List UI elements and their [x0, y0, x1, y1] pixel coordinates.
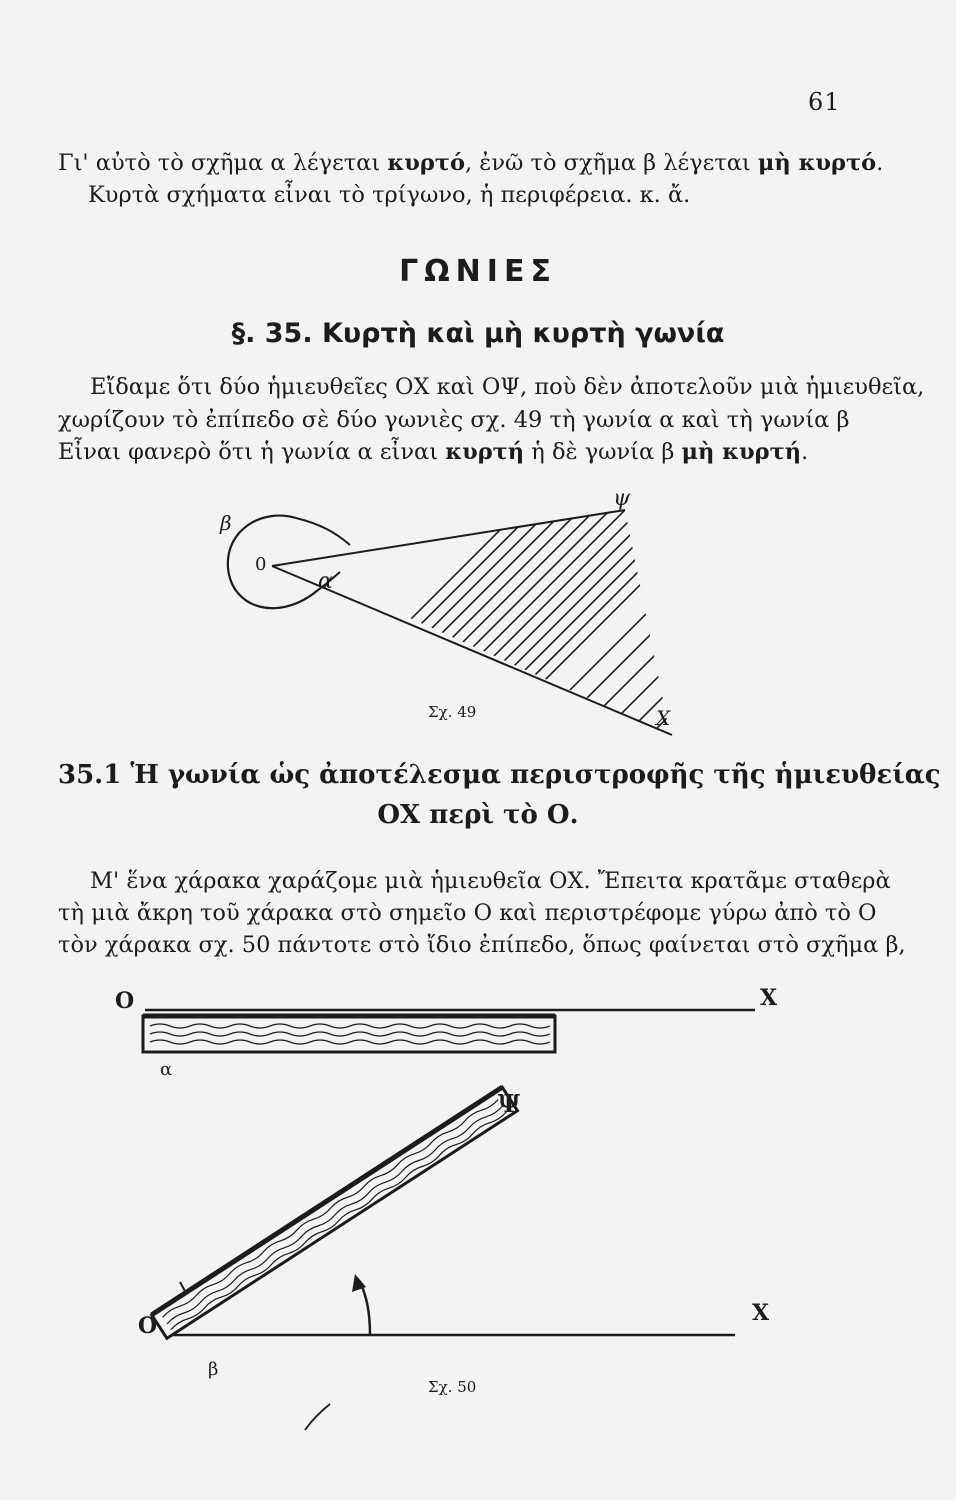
small-arrow-mark — [180, 1282, 186, 1293]
section-35-title: §. 35. Κυρτὴ καὶ μὴ κυρτὴ γωνία — [231, 318, 725, 349]
section-35-1-paragraph-line-3: τὸν χάρακα σχ. 50 πάντοτε στὸ ἴδιο ἐπίπεδο, ὅπως φαίνεται στὸ σχῆμα β, — [58, 932, 906, 958]
page-number: 61 — [808, 88, 841, 116]
top-label-X: X — [760, 985, 778, 1011]
section-35-1-paragraph-line-1: Μ' ἕνα χάρακα χαράζομε μιὰ ἡμιευθεῖα ΟΧ. Ἔπειτα κρατᾶμε σταθερὰ — [90, 868, 891, 894]
bottom-label-psi: Ψ — [498, 1089, 520, 1118]
rotation-arrow — [360, 1282, 370, 1335]
label-beta: β — [220, 511, 232, 535]
section-35-paragraph-line-1: Εἴδαμε ὅτι δύο ἡμιευθεῖες ΟΧ καὶ ΟΨ, ποὺ δὲν ἀποτελοῦν μιὰ ἡμιευθεῖα, — [90, 374, 925, 400]
pencil-mark — [305, 1404, 330, 1430]
ruler-a — [143, 1016, 555, 1052]
intro-line-2: Κυρτὰ σχήματα εἶναι τὸ τρίγωνο, ἡ περιφέρεια. κ. ἄ. — [88, 182, 691, 208]
chapter-title: ΓΩΝΙΕΣ — [399, 254, 557, 289]
top-label-alpha: α — [160, 1059, 173, 1080]
label-X: X — [656, 706, 671, 730]
intro-line-1: Γι' αὐτὸ τὸ σχῆμα α λέγεται κυρτό, ἐνῶ τὸ σχῆμα β λέγεται μὴ κυρτό. — [58, 150, 884, 176]
section-35-1-title-line-2: ΟΧ περὶ τὸ Ο. — [377, 800, 579, 830]
ruler-b — [152, 1087, 518, 1338]
label-alpha: α — [318, 569, 333, 594]
label-O: 0 — [255, 554, 267, 575]
bottom-label-O: O — [138, 1313, 158, 1339]
bottom-label-beta: β — [208, 1359, 219, 1380]
label-psi: ψ — [613, 486, 631, 511]
section-35-1-paragraph-line-2: τὴ μιὰ ἄκρη τοῦ χάρακα στὸ σημεῖο Ο καὶ περιστρέφομε γύρω ἀπὸ τὸ Ο — [58, 900, 877, 926]
figure-50-caption: Σχ. 50 — [428, 1378, 477, 1396]
section-35-paragraph-line-2: χωρίζουν τὸ ἐπίπεδο σὲ δύο γωνιὲς σχ. 49 τὴ γωνία α καὶ τὴ γωνία β — [58, 407, 850, 433]
section-35-1-title-line-1: 35.1 Ἡ γωνία ὡς ἀποτέλεσμα περιστροφῆς τῆς ἡμιευθείας — [58, 760, 941, 790]
figure-49-caption: Σχ. 49 — [428, 703, 477, 721]
bottom-label-X: X — [752, 1300, 770, 1326]
top-label-O: Ο — [115, 988, 135, 1014]
section-35-paragraph-line-3: Εἶναι φανερὸ ὅτι ἡ γωνία α εἶναι κυρτή ἡ δὲ γωνία β μὴ κυρτή. — [58, 439, 809, 465]
